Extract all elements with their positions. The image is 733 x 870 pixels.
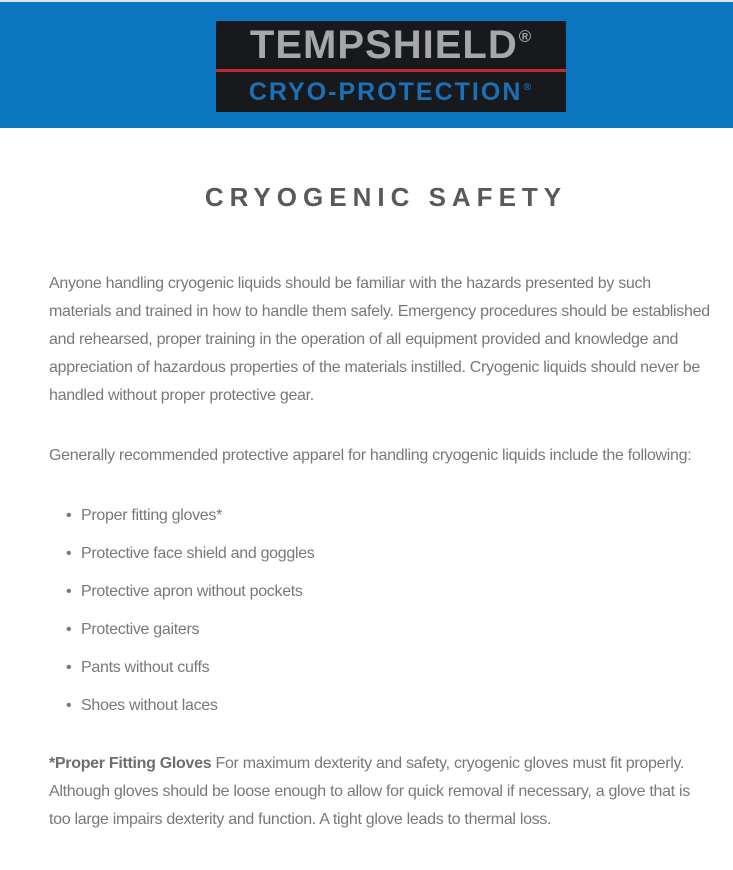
list-item: • Pants without cuffs <box>49 654 713 682</box>
intro-paragraph: Anyone handling cryogenic liquids should be familiar with the hazards presented by such materials and trained in how to handle them safely. Emergency procedures should be established and rehearsed, proper training in the operation of all equipment provided and knowledge and appreciation of hazardous properties of the materials instilled. Cryogenic liquids should never be handled without proper protective gear. <box>49 275 710 404</box>
tempshield-logo <box>216 21 566 112</box>
page-content <box>0 180 733 834</box>
subbrand-name: CRYO-PROTECTION <box>248 77 523 106</box>
header-band <box>0 2 733 128</box>
registered-trademark-icon: ® <box>518 27 533 47</box>
brand-name: TEMPSHIELD <box>249 23 518 67</box>
list-item: • Proper fitting gloves* <box>49 502 713 530</box>
footnote-rest: For maximum dexterity and safety, cryogenic gloves must fit properly. Although gloves should be loose enough to allow for quick removal if necessary, a glove that is too large impairs dexterity and function. A tight glove leads to thermal loss. <box>49 755 690 828</box>
recommend-paragraph: Generally recommended protective apparel for handling cryogenic liquids include the following: <box>49 447 692 464</box>
list-item: • Protective face shield and goggles <box>49 540 713 568</box>
footnote-paragraph <box>49 750 713 834</box>
logo-subbrand-text <box>216 72 566 112</box>
footnote-lead: *Proper Fitting Gloves <box>49 755 212 772</box>
logo-brand-text <box>216 21 566 69</box>
list-item: • Shoes without laces <box>49 692 713 720</box>
page-title: CRYOGENIC SAFETY <box>204 182 568 212</box>
apparel-list <box>49 502 713 720</box>
list-item: • Protective apron without pockets <box>49 578 713 606</box>
list-item: • Protective gaiters <box>49 616 713 644</box>
registered-trademark-icon: ® <box>523 81 534 94</box>
